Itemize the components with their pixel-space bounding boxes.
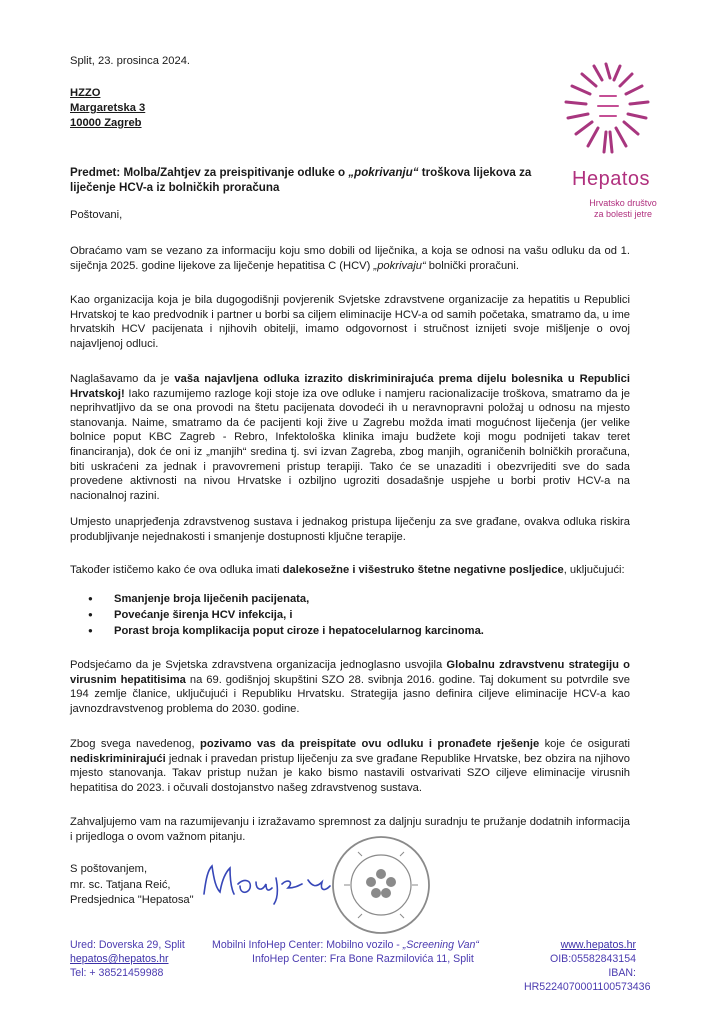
letter-subject (70, 165, 550, 195)
p1-text-a: Obraćamo vam se vezano za informaciju koju smo dobili od liječnika, a koja se odnosi na vašu odluku da od 1. siječnja 2025. godine lijekove za liječenje hepatitisa C (HCV) (70, 245, 630, 272)
p3-text-c: Iako razumijemo razloge koji stoje iza ove odluke i namjeru racionalizacije troškova, smatramo da je neprihvatljivo da se ona provodi na štetu pacijenata dovodeći ih u neravnopravni položaj u odnosu na mjesto stanovanja. Naime, smatramo da će pacijenti koji žive u Zagrebu možda imati mogućnost liječenja (jer velike bolnice poput KBC Zagreb - Rebro, Infektološka klinika imaju budžete koji mogu podnijeti takav teret financiranja), dok će oni iz „manjih“ sredina tj. svi izvan Zagreba, zbog manjih, ograničenih bolničkih proračuna, biti uskraćeni za jednak i pravovremeni pristup terapiji. Tako će se unazaditi i obezvrijediti sve do sada provedene aktivnosti na nivou Hrvatske i ozbiljno ugroziti dosadašnje uspjehe u borbi protiv HCV-a na nacionalnoj razini. (70, 387, 630, 502)
paragraph-2: Kao organizacija koja je bila dugogodišnji povjerenik Svjetske zdravstvene organizacije za hepatitis u Republici Hrvatskoj te kao predvodnik i partner u borbi sa ciljem eliminacije HCV-a od samih početaka, smatramo da, u ime hrvatskih HCV pacijenata i njihovih obitelji, imamo odgovornost i stručnost iznijeti svoje mišljenje o ovoj najavljenoj odluci. (70, 294, 630, 350)
list-item: ● Povećanje širenja HCV infekcija, i (88, 608, 608, 624)
greeting: Poštovani, (70, 209, 123, 221)
consequence-list (88, 592, 608, 640)
p1-text-b: bolnički proračuni. (425, 259, 519, 272)
closing-line-2: mr. sc. Tatjana Reić, (70, 878, 171, 891)
footer-mobile-center (212, 938, 479, 952)
subject-emphasis: „pokrivanju“ (348, 166, 419, 179)
footer-middle (212, 938, 479, 966)
list-item: ● Smanjenje broja liječenih pacijenata, (88, 592, 608, 608)
closing-line-1: S poštovanjem, (70, 863, 148, 875)
p6-bold: Globalnu zdravstvenu strategiju o virusnim hepatitisima (70, 659, 630, 686)
recipient-line-3: 10000 Zagreb (70, 117, 142, 129)
stamp-icon (328, 832, 434, 938)
p7-bold-a: pozivamo vas da preispitate ovu odluku i pronađete rješenje (200, 738, 540, 750)
p5-text-c: , uključujući: (563, 564, 625, 576)
footer-left (70, 938, 185, 980)
p7-text-c: koje će osigurati (539, 738, 631, 750)
subject-suffix: troškova lijekova za liječenje HCV-a iz bolničkih proračuna (70, 166, 532, 194)
p7-bold-d: nediskriminirajući (70, 752, 166, 765)
p5-text-a: Također ističemo kako će ova odluka imati (70, 564, 283, 576)
signature (198, 858, 338, 908)
paragraph-3 (70, 372, 630, 503)
paragraph-7 (70, 737, 630, 795)
recipient-address (70, 86, 145, 131)
footer-email-link[interactable]: hepatos@hepatos.hr (70, 953, 169, 965)
footer-right (524, 938, 651, 994)
paragraph-8: Zahvaljujemo vam na razumijevanju i izražavamo spremnost za daljnju suradnju te pružanje dodatnih informacija i prijedloga o ovom važnom pitanju. (70, 816, 630, 843)
footer-mobile-label: Mobilni InfoHep Center: Mobilno vozilo - (212, 939, 403, 951)
p1-emphasis: „pokrivaju“ (373, 259, 426, 272)
paragraph-4: Umjesto unaprjeđenja zdravstvenog sustava i jednakog pristupa liječenju za sve građane, ovakva odluka riskira produbljivanje nejednakosti i smanjenje dostupnosti ključne terapije. (70, 516, 630, 543)
p6-text-c: na 69. godišnjoj skupštini SZO 28. svibnja 2016. godine. Taj dokument su potvrdile sve 194 zemlje članice, uključujući i Republiku Hrvatsku. Strategija jasno definira ciljeve eliminacije HCV-a kao javnozdravstvenog problema do 2030. godine. (70, 673, 630, 715)
logo-name: Hepatos (572, 168, 650, 190)
p5-bold: dalekosežne i višestruko štetne negativne posljedice (282, 564, 564, 576)
footer-office: Ured: Doverska 29, Split (70, 939, 185, 951)
p3-text-a: Naglašavamo da je (70, 373, 175, 385)
footer-iban: IBAN: HR5224070001100573436 (524, 967, 651, 993)
closing-block (70, 862, 194, 909)
recipient-line-1: HZZO (70, 87, 101, 99)
official-stamp (328, 832, 434, 938)
logo-subtitle-line-1: Hrvatsko društvo (589, 198, 657, 208)
closing-line-3: Predsjednica "Hepatosa" (70, 894, 194, 906)
logo-subtitle (583, 198, 663, 220)
logo-subtitle-line-2: za bolesti jetre (593, 209, 653, 219)
paragraph-1 (70, 244, 630, 273)
p3-bold: vaša najavljena odluka izrazito diskriminirajuća prema dijelu bolesnika u Republici Hrvatskoj! (70, 373, 630, 400)
p6-text-a: Podsjećamo da je Svjetska zdravstvena organizacija jednoglasno usvojila (70, 659, 447, 671)
signature-icon (198, 858, 338, 908)
paragraph-6 (70, 658, 630, 716)
footer-phone: Tel: + 38521459988 (70, 967, 164, 979)
footer-oib: OIB:05582843154 (549, 953, 636, 965)
footer-van: „Screening Van“ (402, 939, 479, 951)
recipient-line-2: Margaretska 3 (70, 102, 146, 114)
hepatos-logo (548, 56, 668, 166)
p7-text-a: Zbog svega navedenog, (70, 738, 201, 750)
footer-website-link[interactable]: www.hepatos.hr (560, 939, 636, 951)
hepatos-logo-mark-icon (548, 56, 668, 166)
subject-prefix: Predmet: Molba/Zahtjev za preispitivanje odluke o (70, 166, 349, 179)
p7-text-e: jednak i pravedan pristup liječenju za sve građane Republike Hrvatske, bez obzira na njihovo mjesto stanovanja. Takav pristup nužan je kako bismo nastavili ostvarivati SZO ciljeve eliminacije virusnih hepatitisa do 2023. i očuvali dostojanstvo našeg zdravstvenog sustava. (70, 752, 630, 794)
letter-date: Split, 23. prosinca 2024. (70, 55, 191, 67)
paragraph-5 (70, 563, 630, 578)
footer-infohep: InfoHep Center: Fra Bone Razmilovića 11, Split (252, 953, 474, 965)
list-item: ● Porast broja komplikacija poput ciroze i hepatocelularnog karcinoma. (88, 624, 608, 640)
